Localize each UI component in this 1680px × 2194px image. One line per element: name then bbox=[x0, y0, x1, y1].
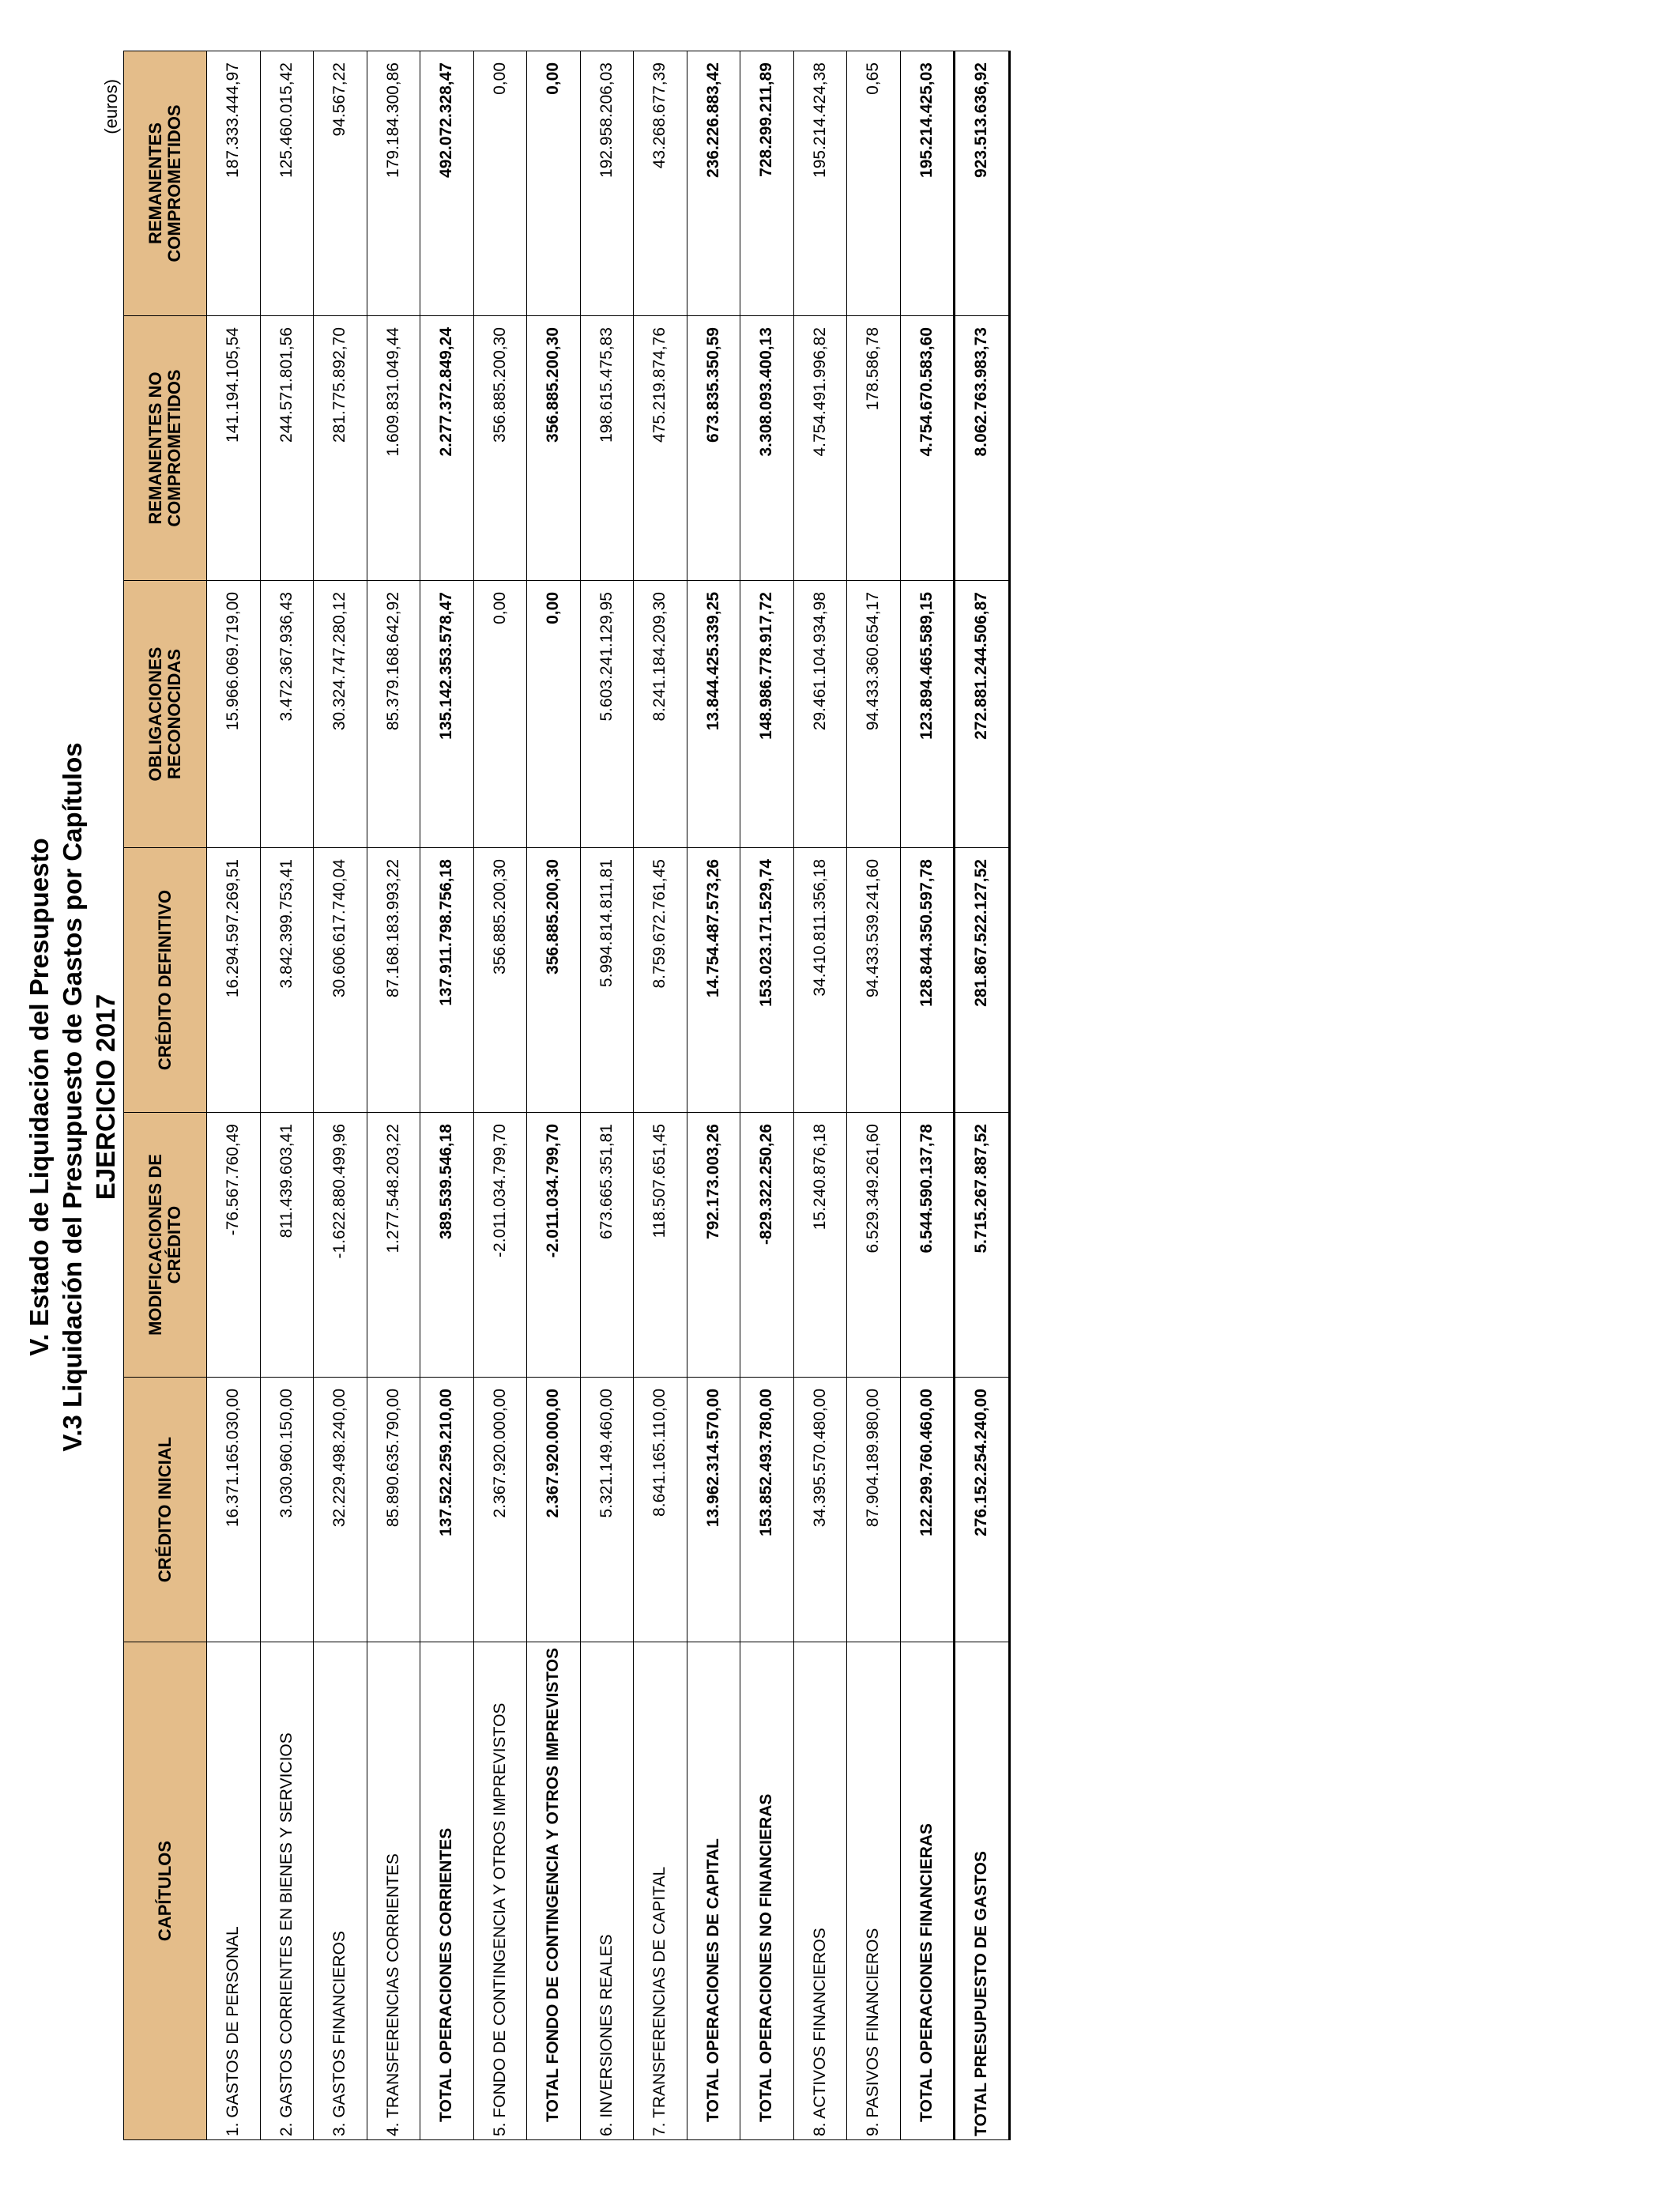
cell-modificaciones: 15.240.876,18 bbox=[793, 1113, 847, 1378]
cell-credito-definitivo: 3.842.399.753,41 bbox=[260, 848, 314, 1113]
table-row bbox=[473, 51, 527, 2140]
cell-remanentes-comprometidos: 187.333.444,97 bbox=[207, 51, 261, 316]
cell-modificaciones: 6.529.349.261,60 bbox=[847, 1113, 901, 1378]
budget-expense-table bbox=[123, 51, 1011, 2140]
cell-obligaciones: 13.844.425.339,25 bbox=[687, 581, 740, 848]
cell-credito-definitivo: 5.994.814.811,81 bbox=[580, 848, 634, 1113]
cell-chapter-label: TOTAL OPERACIONES NO FINANCIERAS bbox=[740, 1642, 794, 2140]
cell-modificaciones: 811.439.603,41 bbox=[260, 1113, 314, 1378]
cell-remanentes-comprometidos: 195.214.424,38 bbox=[793, 51, 847, 316]
col-header-remanentes-comprometidos: REMANENTES COMPROMETIDOS bbox=[124, 51, 207, 316]
cell-credito-inicial: 122.299.760.460,00 bbox=[900, 1378, 955, 1642]
cell-remanentes-comprometidos: 728.299.211,89 bbox=[740, 51, 794, 316]
cell-remanentes-no-comprometidos: 4.754.670.583,60 bbox=[900, 316, 955, 581]
cell-credito-definitivo: 87.168.183.993,22 bbox=[367, 848, 420, 1113]
cell-obligaciones: 8.241.184.209,30 bbox=[634, 581, 687, 848]
cell-remanentes-no-comprometidos: 2.277.372.849,24 bbox=[420, 316, 474, 581]
cell-chapter-label: TOTAL OPERACIONES DE CAPITAL bbox=[687, 1642, 740, 2140]
cell-obligaciones: 5.603.241.129,95 bbox=[580, 581, 634, 848]
cell-credito-inicial: 3.030.960.150,00 bbox=[260, 1378, 314, 1642]
cell-remanentes-comprometidos: 236.226.883,42 bbox=[687, 51, 740, 316]
cell-remanentes-comprometidos: 94.567,22 bbox=[314, 51, 367, 316]
cell-chapter-label: 8. ACTIVOS FINANCIEROS bbox=[793, 1642, 847, 2140]
cell-credito-inicial: 34.395.570.480,00 bbox=[793, 1378, 847, 1642]
total-row bbox=[420, 51, 474, 2140]
cell-credito-inicial: 276.152.254.240,00 bbox=[955, 1378, 1010, 1642]
total-row bbox=[955, 51, 1010, 2140]
cell-chapter-label: 2. GASTOS CORRIENTES EN BIENES Y SERVICIOS bbox=[260, 1642, 314, 2140]
cell-remanentes-no-comprometidos: 8.062.763.983,73 bbox=[955, 316, 1010, 581]
cell-credito-definitivo: 153.023.171.529,74 bbox=[740, 848, 794, 1113]
total-row bbox=[527, 51, 581, 2140]
table-header-row bbox=[124, 51, 207, 2140]
cell-modificaciones: -76.567.760,49 bbox=[207, 1113, 261, 1378]
cell-obligaciones: 3.472.367.936,43 bbox=[260, 581, 314, 848]
table-row bbox=[367, 51, 420, 2140]
cell-chapter-label: 3. GASTOS FINANCIEROS bbox=[314, 1642, 367, 2140]
cell-chapter-label: TOTAL OPERACIONES CORRIENTES bbox=[420, 1642, 474, 2140]
cell-credito-inicial: 8.641.165.110,00 bbox=[634, 1378, 687, 1642]
cell-credito-inicial: 5.321.149.460,00 bbox=[580, 1378, 634, 1642]
cell-credito-definitivo: 34.410.811.356,18 bbox=[793, 848, 847, 1113]
cell-remanentes-comprometidos: 43.268.677,39 bbox=[634, 51, 687, 316]
cell-obligaciones: 0,00 bbox=[527, 581, 581, 848]
cell-obligaciones: 29.461.104.934,98 bbox=[793, 581, 847, 848]
cell-remanentes-no-comprometidos: 178.586,78 bbox=[847, 316, 901, 581]
cell-chapter-label: 4. TRANSFERENCIAS CORRIENTES bbox=[367, 1642, 420, 2140]
cell-credito-definitivo: 137.911.798.756,18 bbox=[420, 848, 474, 1113]
cell-remanentes-no-comprometidos: 198.615.475,83 bbox=[580, 316, 634, 581]
cell-modificaciones: 118.507.651,45 bbox=[634, 1113, 687, 1378]
cell-credito-definitivo: 14.754.487.573,26 bbox=[687, 848, 740, 1113]
cell-remanentes-no-comprometidos: 475.219.874,76 bbox=[634, 316, 687, 581]
cell-credito-inicial: 2.367.920.000,00 bbox=[473, 1378, 527, 1642]
cell-credito-inicial: 85.890.635.790,00 bbox=[367, 1378, 420, 1642]
table-body bbox=[207, 51, 1010, 2140]
cell-modificaciones: 1.277.548.203,22 bbox=[367, 1113, 420, 1378]
table-row bbox=[314, 51, 367, 2140]
table-row bbox=[260, 51, 314, 2140]
cell-obligaciones: 135.142.353.578,47 bbox=[420, 581, 474, 848]
cell-remanentes-no-comprometidos: 673.835.350,59 bbox=[687, 316, 740, 581]
cell-modificaciones: 792.173.003,26 bbox=[687, 1113, 740, 1378]
cell-remanentes-no-comprometidos: 356.885.200,30 bbox=[473, 316, 527, 581]
cell-credito-definitivo: 128.844.350.597,78 bbox=[900, 848, 955, 1113]
col-header-obligaciones: OBLIGACIONES RECONOCIDAS bbox=[124, 581, 207, 848]
cell-obligaciones: 123.894.465.589,15 bbox=[900, 581, 955, 848]
cell-remanentes-comprometidos: 125.460.015,42 bbox=[260, 51, 314, 316]
cell-obligaciones: 85.379.168.642,92 bbox=[367, 581, 420, 848]
fiscal-year-title: EJERCICIO 2017 bbox=[91, 993, 120, 1201]
table-row bbox=[793, 51, 847, 2140]
cell-credito-inicial: 2.367.920.000,00 bbox=[527, 1378, 581, 1642]
subsection-title: V.3 Liquidación del Presupuesto de Gastos por Capítulos bbox=[58, 742, 87, 1452]
cell-modificaciones: -2.011.034.799,70 bbox=[527, 1113, 581, 1378]
cell-obligaciones: 30.324.747.280,12 bbox=[314, 581, 367, 848]
cell-remanentes-no-comprometidos: 281.775.892,70 bbox=[314, 316, 367, 581]
currency-unit: (euros) bbox=[101, 79, 121, 134]
cell-obligaciones: 94.433.360.654,17 bbox=[847, 581, 901, 848]
cell-credito-definitivo: 356.885.200,30 bbox=[473, 848, 527, 1113]
cell-remanentes-comprometidos: 179.184.300,86 bbox=[367, 51, 420, 316]
cell-credito-inicial: 16.371.165.030,00 bbox=[207, 1378, 261, 1642]
cell-credito-definitivo: 16.294.597.269,51 bbox=[207, 848, 261, 1113]
cell-credito-inicial: 137.522.259.210,00 bbox=[420, 1378, 474, 1642]
cell-remanentes-comprometidos: 192.958.206,03 bbox=[580, 51, 634, 316]
cell-remanentes-no-comprometidos: 356.885.200,30 bbox=[527, 316, 581, 581]
cell-remanentes-comprometidos: 0,00 bbox=[473, 51, 527, 316]
cell-credito-definitivo: 94.433.539.241,60 bbox=[847, 848, 901, 1113]
cell-modificaciones: 6.544.590.137,78 bbox=[900, 1113, 955, 1378]
cell-remanentes-no-comprometidos: 1.609.831.049,44 bbox=[367, 316, 420, 581]
cell-chapter-label: 9. PASIVOS FINANCIEROS bbox=[847, 1642, 901, 2140]
cell-remanentes-no-comprometidos: 244.571.801,56 bbox=[260, 316, 314, 581]
cell-credito-inicial: 13.962.314.570,00 bbox=[687, 1378, 740, 1642]
total-row bbox=[687, 51, 740, 2140]
cell-credito-definitivo: 8.759.672.761,45 bbox=[634, 848, 687, 1113]
table-row bbox=[634, 51, 687, 2140]
cell-chapter-label: TOTAL PRESUPUESTO DE GASTOS bbox=[955, 1642, 1010, 2140]
col-header-credito-inicial: CRÉDITO INICIAL bbox=[124, 1378, 207, 1642]
section-title: V. Estado de Liquidación del Presupuesto bbox=[24, 838, 54, 1356]
cell-remanentes-comprometidos: 195.214.425,03 bbox=[900, 51, 955, 316]
cell-chapter-label: 7. TRANSFERENCIAS DE CAPITAL bbox=[634, 1642, 687, 2140]
cell-credito-definitivo: 281.867.522.127,52 bbox=[955, 848, 1010, 1113]
col-header-modificaciones: MODIFICACIONES DE CRÉDITO bbox=[124, 1113, 207, 1378]
total-row bbox=[900, 51, 955, 2140]
cell-obligaciones: 272.881.244.506,87 bbox=[955, 581, 1010, 848]
cell-modificaciones: -1.622.880.499,96 bbox=[314, 1113, 367, 1378]
cell-remanentes-comprometidos: 923.513.636,92 bbox=[955, 51, 1010, 316]
cell-modificaciones: 389.539.546,18 bbox=[420, 1113, 474, 1378]
cell-remanentes-comprometidos: 0,65 bbox=[847, 51, 901, 316]
cell-remanentes-comprometidos: 492.072.328,47 bbox=[420, 51, 474, 316]
cell-remanentes-no-comprometidos: 4.754.491.996,82 bbox=[793, 316, 847, 581]
cell-modificaciones: 673.665.351,81 bbox=[580, 1113, 634, 1378]
cell-credito-inicial: 32.229.498.240,00 bbox=[314, 1378, 367, 1642]
cell-modificaciones: -829.322.250,26 bbox=[740, 1113, 794, 1378]
cell-credito-inicial: 153.852.493.780,00 bbox=[740, 1378, 794, 1642]
table-row bbox=[207, 51, 261, 2140]
col-header-capitulos: CAPÍTULOS bbox=[124, 1642, 207, 2140]
total-row bbox=[740, 51, 794, 2140]
cell-remanentes-comprometidos: 0,00 bbox=[527, 51, 581, 316]
cell-chapter-label: 6. INVERSIONES REALES bbox=[580, 1642, 634, 2140]
cell-obligaciones: 0,00 bbox=[473, 581, 527, 848]
cell-remanentes-no-comprometidos: 3.308.093.400,13 bbox=[740, 316, 794, 581]
cell-obligaciones: 148.986.778.917,72 bbox=[740, 581, 794, 848]
cell-credito-definitivo: 30.606.617.740,04 bbox=[314, 848, 367, 1113]
cell-obligaciones: 15.966.069.719,00 bbox=[207, 581, 261, 848]
col-header-credito-definitivo: CRÉDITO DEFINITIVO bbox=[124, 848, 207, 1113]
table-row bbox=[580, 51, 634, 2140]
cell-credito-definitivo: 356.885.200,30 bbox=[527, 848, 581, 1113]
table-row bbox=[847, 51, 901, 2140]
cell-modificaciones: 5.715.267.887,52 bbox=[955, 1113, 1010, 1378]
cell-chapter-label: TOTAL OPERACIONES FINANCIERAS bbox=[900, 1642, 955, 2140]
cell-modificaciones: -2.011.034.799,70 bbox=[473, 1113, 527, 1378]
cell-credito-inicial: 87.904.189.980,00 bbox=[847, 1378, 901, 1642]
cell-remanentes-no-comprometidos: 141.194.105,54 bbox=[207, 316, 261, 581]
cell-chapter-label: 5. FONDO DE CONTINGENCIA Y OTROS IMPREVISTOS bbox=[473, 1642, 527, 2140]
cell-chapter-label: 1. GASTOS DE PERSONAL bbox=[207, 1642, 261, 2140]
col-header-remanentes-no-comprometidos: REMANENTES NO COMPROMETIDOS bbox=[124, 316, 207, 581]
cell-chapter-label: TOTAL FONDO DE CONTINGENCIA Y OTROS IMPREVISTOS bbox=[527, 1642, 581, 2140]
